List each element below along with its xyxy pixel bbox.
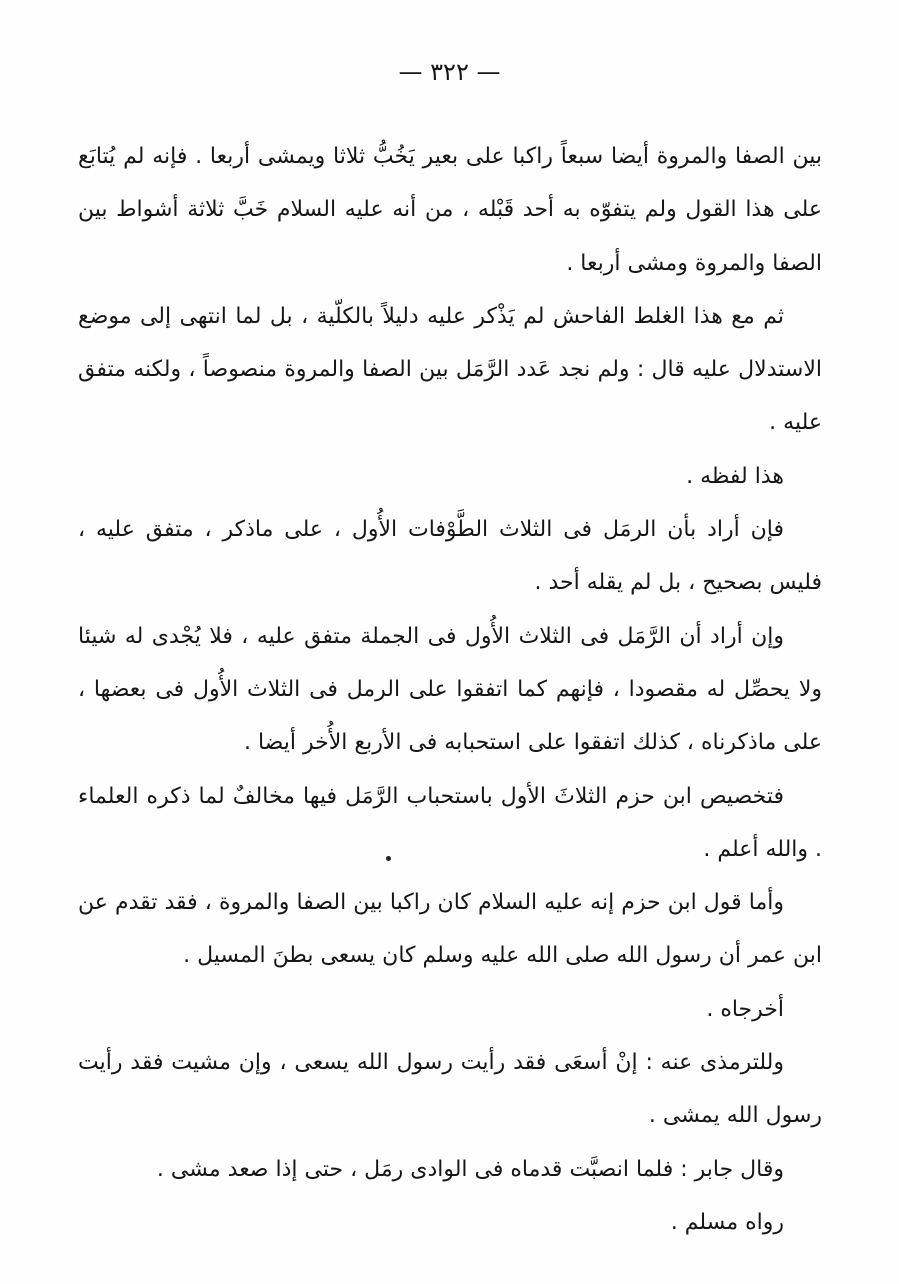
paragraph-4: فإن أراد بأن الرمَل فى الثلاث الطَّوْفات الأُول ، على ماذكر ، متفق عليه ، فليس بصحيح ، بل لم يقله أحد . [78, 517, 822, 596]
paragraph-7: وأما قول ابن حزم إنه عليه السلام كان راكبا بين الصفا والمروة ، فقد تقدم عن ابن عمر أن رسول الله صلى الله عليه وسلم كان يسعى بطنَ المسيل . [78, 890, 822, 969]
paragraph-8: أخرجاه . [706, 996, 784, 1022]
paragraph-11: رواه مسلم . [670, 1209, 784, 1235]
paragraph-2: ثم مع هذا الغلط الفاحش لم يَذْكر عليه دليلاً بالكلّية ، بل لما انتهى إلى موضع الاستدلال عليه قال : ولم نجد عَدد الرَّمَل بين الصفا والمروة منصوصاً ، ولكنه متفق عليه . [78, 303, 822, 436]
body-text [78, 130, 822, 1249]
paragraph-9: وللترمذى عنه : إنْ أسعَى فقد رأيت رسول الله يسعى ، وإن مشيت فقد رأيت رسول الله يمشى . [78, 1050, 822, 1129]
paragraph-3: هذا لفظه . [686, 463, 784, 489]
paragraph-10: وقال جابر : فلما انصبَّت قدماه فى الوادى رمَل ، حتى إذا صعد مشى . [156, 1156, 784, 1182]
paragraph-1: بين الصفا والمروة أيضا سبعاً راكبا على بعير يَخُبُّ ثلاثا ويمشى أربعا . فإنه لم يُتابَع على هذا القول ولم يتفوّه به أحد قَبْله ، من أنه عليه السلام خَبَّ ثلاثة أشواط بين الصفا والمروة ومشى أربعا . [78, 144, 822, 276]
paragraph-6: فتخصيص ابن حزم الثلاثَ الأول باستحباب الرَّمَل فيها مخالفٌ لما ذكره العلماء . والله أعلم . [78, 783, 822, 862]
page-number: — ٣٢٢ — [398, 58, 501, 86]
ink-dot [386, 856, 391, 861]
paragraph-5: وإن أراد أن الرَّمَل فى الثلاث الأُول فى الجملة متفق عليه ، فلا يُجْدى له شيئا ولا يحصِّل له مقصودا ، فإنهم كما اتفقوا على الرمل فى الثلاث الأُول فى بعضها ، على ماذكرناه ، كذلك اتفقوا على استحبابه فى الأربع الأُخر أيضا . [78, 623, 822, 756]
